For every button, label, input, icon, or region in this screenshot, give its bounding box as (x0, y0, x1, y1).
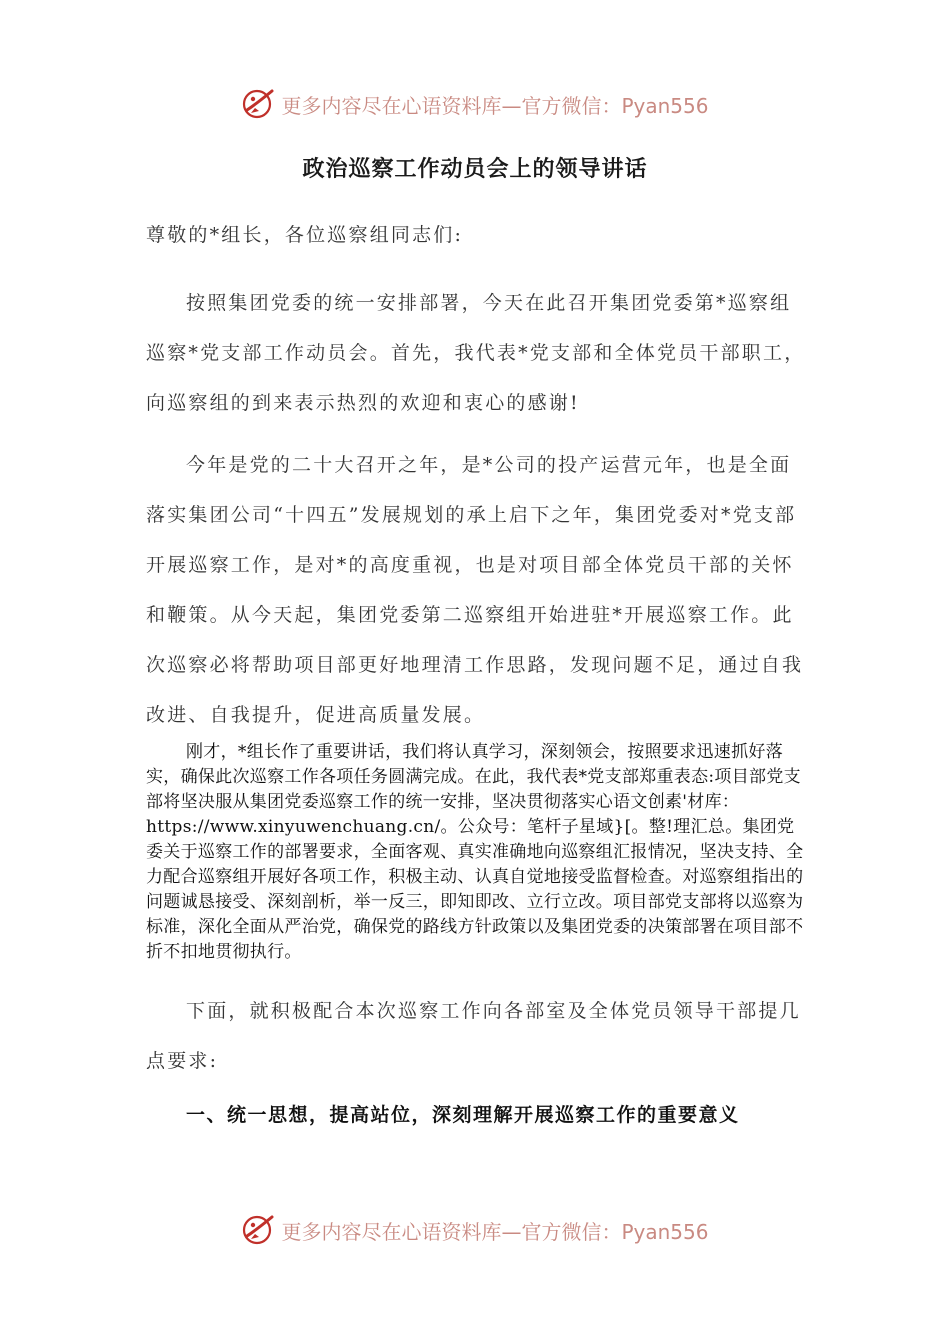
paragraph-3: 刚才，*组长作了重要讲话，我们将认真学习，深刻领会，按照要求迅速抓好落实，确保此次巡察工作各项任务圆满完成。在此，我代表*党支部郑重表态:项目部党支部将坚决服从集团党委巡察工作的统一安排，坚决贯彻落实心语文创素'材库：https://www.xinyuwenchuang.cn/。公众号：笔杆子星域}[。整!理汇总。集团党委关于巡察工作的部署要求，全面客观、真实准确地向巡察组汇报情况，坚决支持、全力配合巡察组开展好各项工作，积极主动、认真自觉地接受监督检查。对巡察组指出的问题诚恳接受、深刻剖析，举一反三，即知即改、立行立改。项目部党支部将以巡察为标准，深化全面从严治党，确保党的路线方针政策以及集团党委的决策部署在项目部不折不扣地贯彻执行。 (146, 742, 804, 962)
pen-logo-icon (241, 86, 277, 122)
banner-wechat-text: —官方微信：Pyan556 (501, 93, 709, 118)
banner-brand-text: 更多内容尽在心语资料库 (281, 93, 502, 118)
section-heading-1: 一、统一思想，提高站位，深刻理解开展巡察工作的重要意义 (186, 1104, 740, 1126)
banner-brand-text: 更多内容尽在心语资料库 (281, 1219, 502, 1244)
pen-logo-icon (241, 1212, 277, 1248)
header-watermark-banner (0, 84, 950, 124)
footer-watermark-banner (0, 1210, 950, 1250)
paragraph-2: 今年是党的二十大召开之年，是*公司的投产运营元年，也是全面落实集团公司“十四五”发展规划的承上启下之年，集团党委对*党支部开展巡察工作，是对*的高度重视，也是对项目部全体党员干部的关怀和鞭策。从今天起，集团党委第二巡察组开始进驻*开展巡察工作。此次巡察必将帮助项目部更好地理清工作思路，发现问题不足，通过自我改进、自我提升，促进高质量发展。 (146, 454, 804, 726)
document-title: 政治巡察工作动员会上的领导讲话 (302, 157, 648, 182)
paragraph-4: 下面，就积极配合本次巡察工作向各部室及全体党员领导干部提几点要求: (146, 1000, 801, 1072)
paragraph-1: 按照集团党委的统一安排部署，今天在此召开集团党委第*巡察组巡察*党支部工作动员会。首先，我代表*党支部和全体党员干部职工，向巡察组的到来表示热烈的欢迎和衷心的感谢! (146, 292, 806, 414)
banner-wechat-text: —官方微信：Pyan556 (501, 1219, 709, 1244)
salutation: 尊敬的*组长，各位巡察组同志们: (146, 224, 464, 246)
